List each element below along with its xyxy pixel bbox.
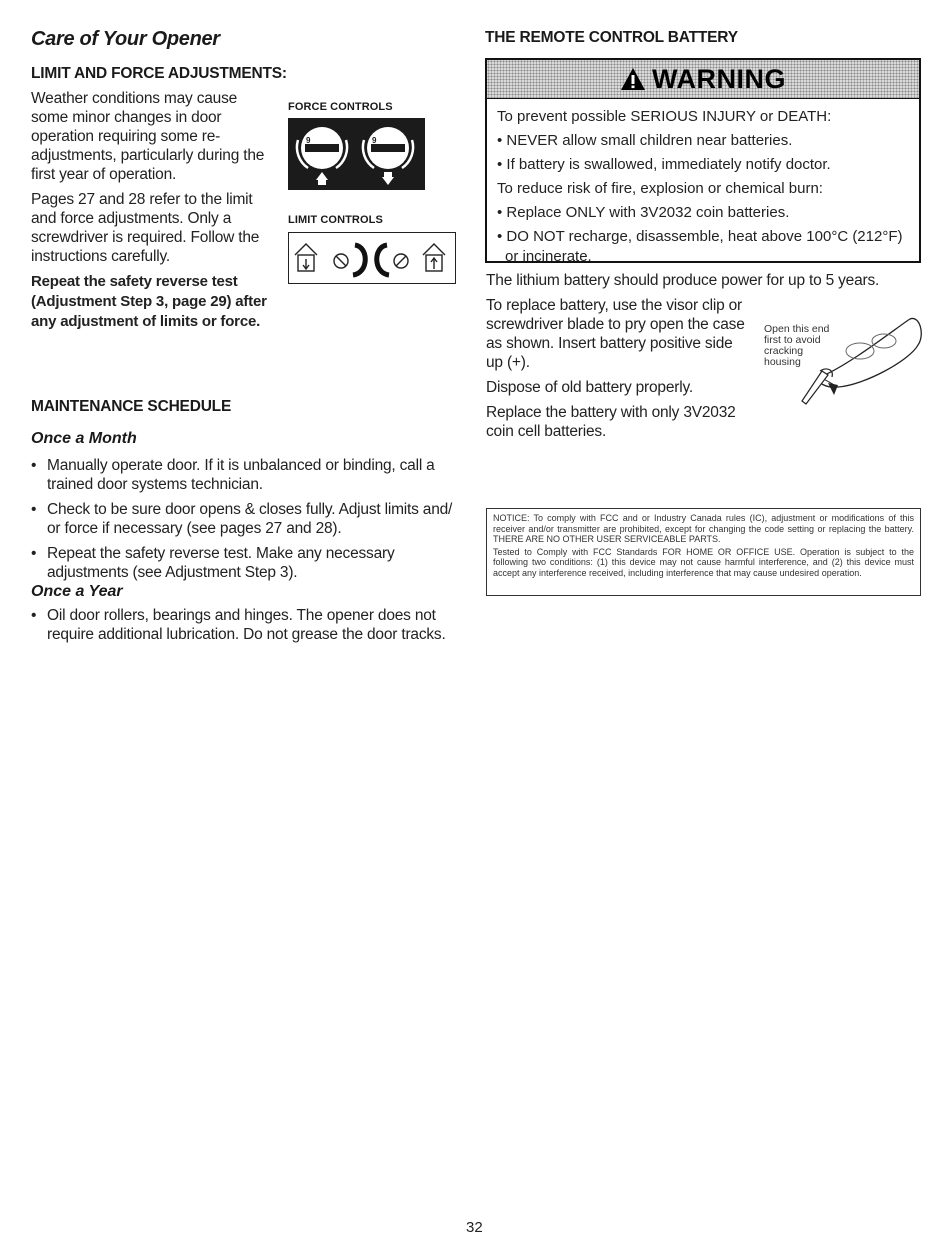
limit-force-para-2: Pages 27 and 28 refer to the limit and force adjustments. Only a screwdriver is required. Follow the instructions carefully. — [31, 191, 260, 265]
warning-bullet-3: • Replace ONLY with 3V2032 coin batteries. — [497, 204, 790, 221]
warning-triangle-icon — [620, 67, 646, 91]
safety-reverse-note: Repeat the safety reverse test (Adjustment Step 3, page 29) after any adjustment of limits or force. — [31, 273, 267, 330]
once-a-month-list — [31, 456, 461, 588]
limit-force-body — [31, 89, 276, 332]
battery-instructions — [486, 296, 748, 447]
limit-controls-label: LIMIT CONTROLS — [288, 214, 383, 226]
limit-controls-image — [288, 232, 456, 284]
replace-only-para: Replace the battery with only 3V2032 coin cell batteries. — [486, 404, 736, 440]
warning-title: WARNING — [652, 63, 786, 94]
force-dial-left-digit: 9 — [306, 136, 311, 145]
remote-illustration — [760, 305, 925, 415]
section-title: Care of Your Opener — [31, 28, 220, 50]
warning-bullet-1: • NEVER allow small children near batteries. — [497, 132, 793, 149]
dispose-battery-para: Dispose of old battery properly. — [486, 379, 693, 396]
replace-battery-para: To replace battery, use the visor clip or screwdriver blade to pry open the case as shown. Insert battery positive side up (+). — [486, 297, 745, 371]
force-controls-image — [288, 118, 425, 190]
warning-bullet-4: • DO NOT recharge, disassemble, heat above 100°C (212°F) or incinerate. — [497, 228, 903, 265]
left-limit-screw-icon — [334, 254, 348, 268]
house-down-icon — [295, 244, 317, 271]
battery-life-text: The lithium battery should produce power for up to 5 years. — [486, 272, 880, 289]
house-up-icon — [423, 244, 445, 271]
limit-controls-graphic — [289, 233, 454, 282]
warning-line-2: To reduce risk of fire, explosion or chemical burn: — [497, 180, 823, 197]
limit-force-para-1: Weather conditions may cause some minor changes in door operation requiring some re-adjustments, particularly during the first year of operation. — [31, 90, 265, 183]
page-number: 32 — [466, 1219, 483, 1236]
right-limit-screw-icon — [394, 254, 408, 268]
list-item: • Manually operate door. If it is unbalanced or binding, call a trained door systems technician. — [31, 457, 435, 493]
remote-battery-heading: THE REMOTE CONTROL BATTERY — [485, 29, 738, 46]
once-a-year-heading: Once a Year — [31, 583, 123, 600]
remote-callout: Open this end first to avoid cracking housing — [764, 323, 830, 368]
warning-content — [487, 99, 919, 267]
warning-box — [485, 58, 921, 263]
maintenance-heading: MAINTENANCE SCHEDULE — [31, 398, 232, 415]
warning-bullet-2: • If battery is swallowed, immediately notify doctor. — [497, 156, 831, 173]
notice-para-1: NOTICE: To comply with FCC and or Industry Canada rules (IC), adjustment or modifications of this receiver and/or transmitter are prohibited, except for changing the code setting or replacing the battery. THERE ARE NO OTHER USER SERVICEABLE PARTS. — [493, 513, 914, 544]
force-dial-right-digit: 9 — [372, 136, 377, 145]
list-item: • Repeat the safety reverse test. Make any necessary adjustments (see Adjustment Step 3). — [31, 545, 395, 581]
fcc-notice-box — [486, 508, 921, 596]
force-dials-graphic — [288, 118, 425, 190]
list-item: • Oil door rollers, bearings and hinges. The opener does not require additional lubrication. Do not grease the door tracks. — [31, 607, 446, 643]
warning-line-1: To prevent possible SERIOUS INJURY or DEATH: — [497, 108, 832, 125]
once-a-month-heading: Once a Month — [31, 430, 137, 447]
notice-para-2: Tested to Comply with FCC Standards FOR HOME OR OFFICE USE. Operation is subject to the following two conditions: (1) this device may not cause harmful interference, and (2) this device must accept any interference received, including interference that may cause undesired operation. — [493, 546, 914, 578]
force-controls-label: FORCE CONTROLS — [288, 101, 393, 113]
list-item: • Check to be sure door opens & closes fully. Adjust limits and/ or force if necessary (see pages 27 and 28). — [31, 501, 453, 537]
warning-banner — [487, 60, 919, 99]
limit-force-heading: LIMIT AND FORCE ADJUSTMENTS: — [31, 65, 287, 82]
once-a-year-list — [31, 606, 461, 650]
